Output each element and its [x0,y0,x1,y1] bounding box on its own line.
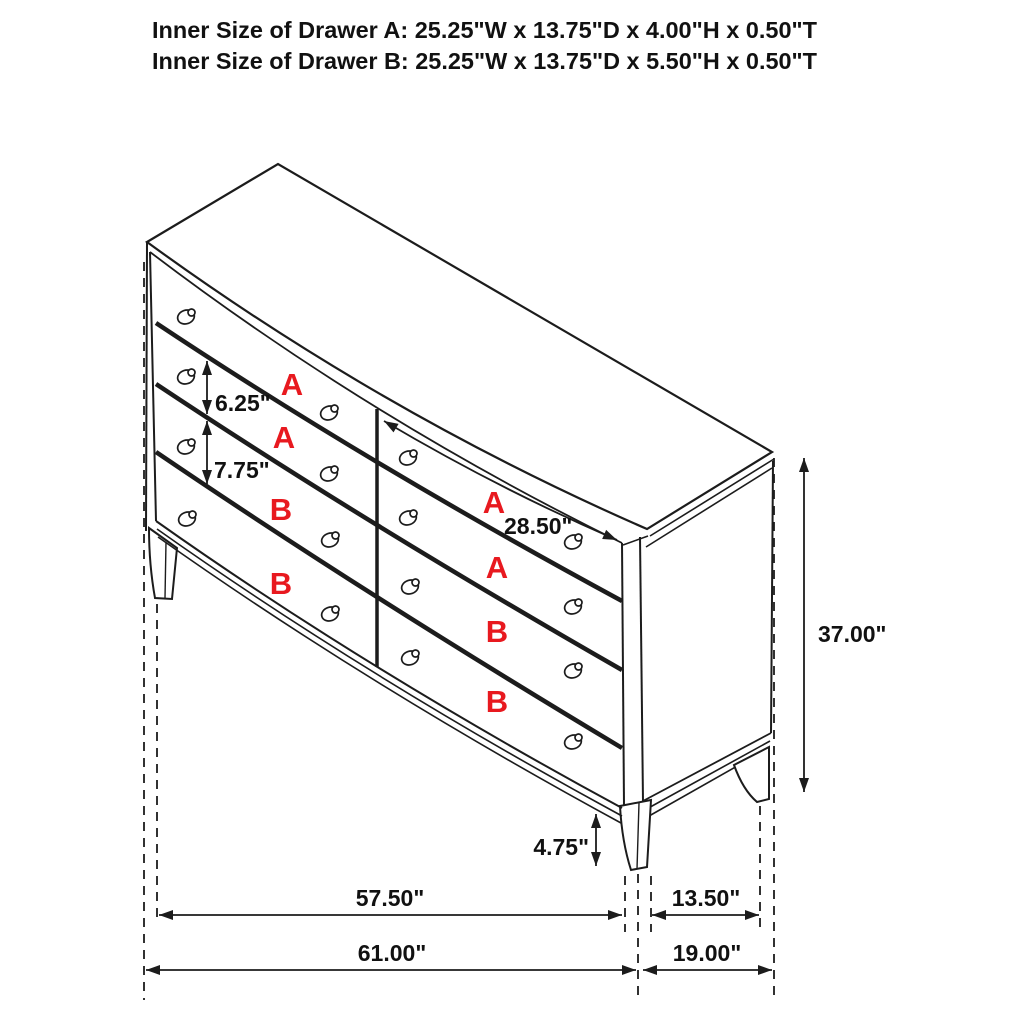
corner-stile-right-line [640,537,643,802]
drawer-b-inner-size-text: Inner Size of Drawer B: 25.25"W x 13.75"D x 5.50"H x 0.50"T [152,48,818,74]
overall-depth-label: 19.00" [672,940,742,966]
drawer-knob [177,510,197,528]
drawer-a-height-label: 6.25" [215,390,271,416]
drawer-knob [398,449,418,467]
drawer-knob [176,438,196,456]
dimension-overall-width [146,940,636,970]
drawer-knob [400,578,420,596]
leg-height-label: 4.75" [533,834,589,860]
left-side-outer-edge [146,242,147,531]
drawer-knob [319,404,339,422]
drawer-knob [400,649,420,667]
drawer-label-right-2: A [485,550,509,585]
drawer-knob [176,308,196,326]
drawer-knob [319,465,339,483]
leg-to-leg-width-label: 57.50" [355,885,425,911]
drawer-label-left-3: B [269,492,293,527]
drawer-knob [176,368,196,386]
drawer-label-left-4: B [269,566,293,601]
drawer-label-right-4: B [485,684,509,719]
right-side-back-edge [771,461,773,733]
drawer-label-left-1: A [280,367,304,402]
base-molding-line-2 [158,537,621,823]
dimension-overall-height [804,458,886,792]
front-right-leg [620,800,651,870]
overall-height-label: 37.00" [818,621,887,647]
drawer-knob [563,662,583,680]
drawer-knob [563,598,583,616]
drawer-knob [563,733,583,751]
overall-width-label: 61.00" [357,940,427,966]
base-molding-line-1 [157,529,622,816]
dimension-leg-to-leg-depth [652,885,759,915]
front-left-leg [149,528,177,599]
drawer-knob [320,605,340,623]
corner-stile-top-edge [623,536,648,545]
front-face-left-edge [150,252,156,521]
leg-to-leg-depth-label: 13.50" [671,885,741,911]
drawer-label-right-3: B [485,614,509,649]
corner-stile-left-line [622,543,624,806]
drawer-a-inner-size-text: Inner Size of Drawer A: 25.25"W x 13.75"D x 4.00"H x 0.50"T [152,17,817,43]
drawer-label-right-1: A [482,485,506,520]
front-left-leg-inner-line [165,542,166,598]
rear-right-leg [734,747,769,802]
dimension-leg-to-leg-width [159,885,622,915]
dresser-drawing [146,164,774,870]
drawer-width-label: 28.50" [504,513,573,539]
drawer-knob [398,509,418,527]
drawer-knob [320,531,340,549]
drawer-separator-3 [156,452,622,748]
dimension-overall-depth [643,940,772,970]
title-block [152,17,817,74]
dimension-leg-height [533,814,596,866]
drawer-label-left-2: A [272,420,296,455]
drawer-b-height-label: 7.75" [214,457,270,483]
